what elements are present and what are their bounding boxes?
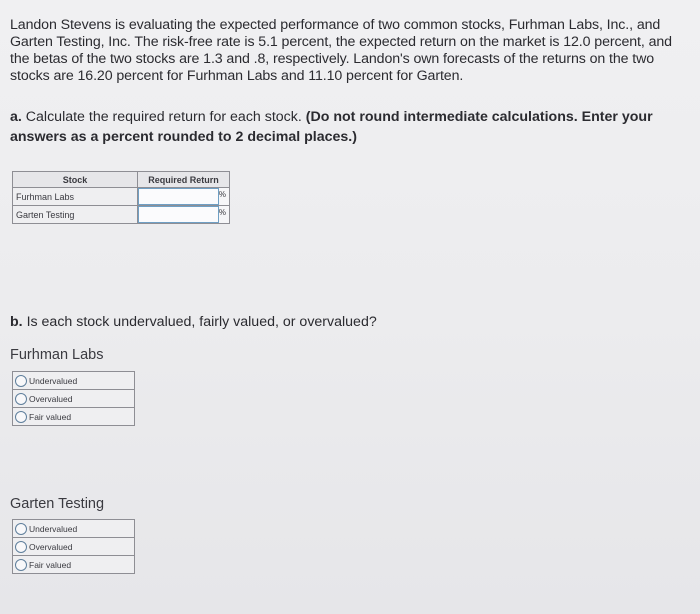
radio-option-fair-valued[interactable] <box>13 556 134 573</box>
required-return-cell-furhman <box>138 188 230 206</box>
table-row <box>13 206 230 224</box>
garten-testing-heading: Garten Testing <box>10 496 105 512</box>
radio-option-label: Undervalued <box>29 375 78 386</box>
radio-circle-icon[interactable] <box>15 393 27 405</box>
radio-circle-icon[interactable] <box>15 559 27 571</box>
radio-circle-icon[interactable] <box>15 541 27 553</box>
intro-paragraph: Landon Stevens is evaluating the expected performance of two common stocks, Furhman Labs, Inc., and Garten Testing, Inc. The risk-free rate is 5.1 percent, the expected return on the market is 12.0 percent, and the betas of the two stocks are 1.3 and .8, respectively. Landon's own forecasts of the returns on the two stocks are 16.20 percent for Furhman Labs and 11.10 percent for Garten. <box>10 17 672 84</box>
required-return-input-garten[interactable] <box>138 206 219 223</box>
percent-unit: % <box>218 190 226 199</box>
required-return-table <box>12 171 230 224</box>
stock-name-garten: Garten Testing <box>13 206 138 224</box>
radio-option-overvalued[interactable] <box>13 390 134 408</box>
radio-circle-icon[interactable] <box>15 411 27 423</box>
radio-option-label: Overvalued <box>29 541 73 552</box>
required-return-cell-garten <box>138 206 230 224</box>
part-a-question: Calculate the required return for each stock. <box>25 109 302 125</box>
radio-option-overvalued[interactable] <box>13 538 134 556</box>
header-stock: Stock <box>13 172 138 188</box>
radio-option-undervalued[interactable] <box>13 372 134 390</box>
radio-option-fair-valued[interactable] <box>13 408 134 425</box>
radio-option-label: Fair valued <box>29 559 72 570</box>
radio-circle-icon[interactable] <box>15 375 27 387</box>
furhman-valuation-options <box>12 371 135 426</box>
furhman-labs-heading: Furhman Labs <box>10 347 104 363</box>
part-b-label: b. <box>10 314 23 330</box>
required-return-input-furhman[interactable] <box>138 188 219 205</box>
part-b-question: Is each stock undervalued, fairly valued, or overvalued? <box>26 314 377 330</box>
radio-option-label: Overvalued <box>29 393 73 404</box>
radio-option-label: Undervalued <box>29 523 78 534</box>
radio-option-undervalued[interactable] <box>13 520 134 538</box>
part-a-label: a. <box>10 109 22 125</box>
radio-circle-icon[interactable] <box>15 523 27 535</box>
percent-unit: % <box>218 208 226 217</box>
part-a-prompt <box>10 107 690 147</box>
table-row <box>13 188 230 206</box>
radio-option-label: Fair valued <box>29 411 72 422</box>
table-header-row <box>13 172 230 188</box>
header-required-return: Required Return <box>138 172 230 188</box>
stock-name-furhman: Furhman Labs <box>13 188 138 206</box>
part-a-instruction: (Do not round intermediate calculations. Enter your answers as a percent rounded to 2 decimal places.) <box>10 109 653 145</box>
part-b-prompt <box>10 314 377 330</box>
garten-valuation-options <box>12 519 135 574</box>
